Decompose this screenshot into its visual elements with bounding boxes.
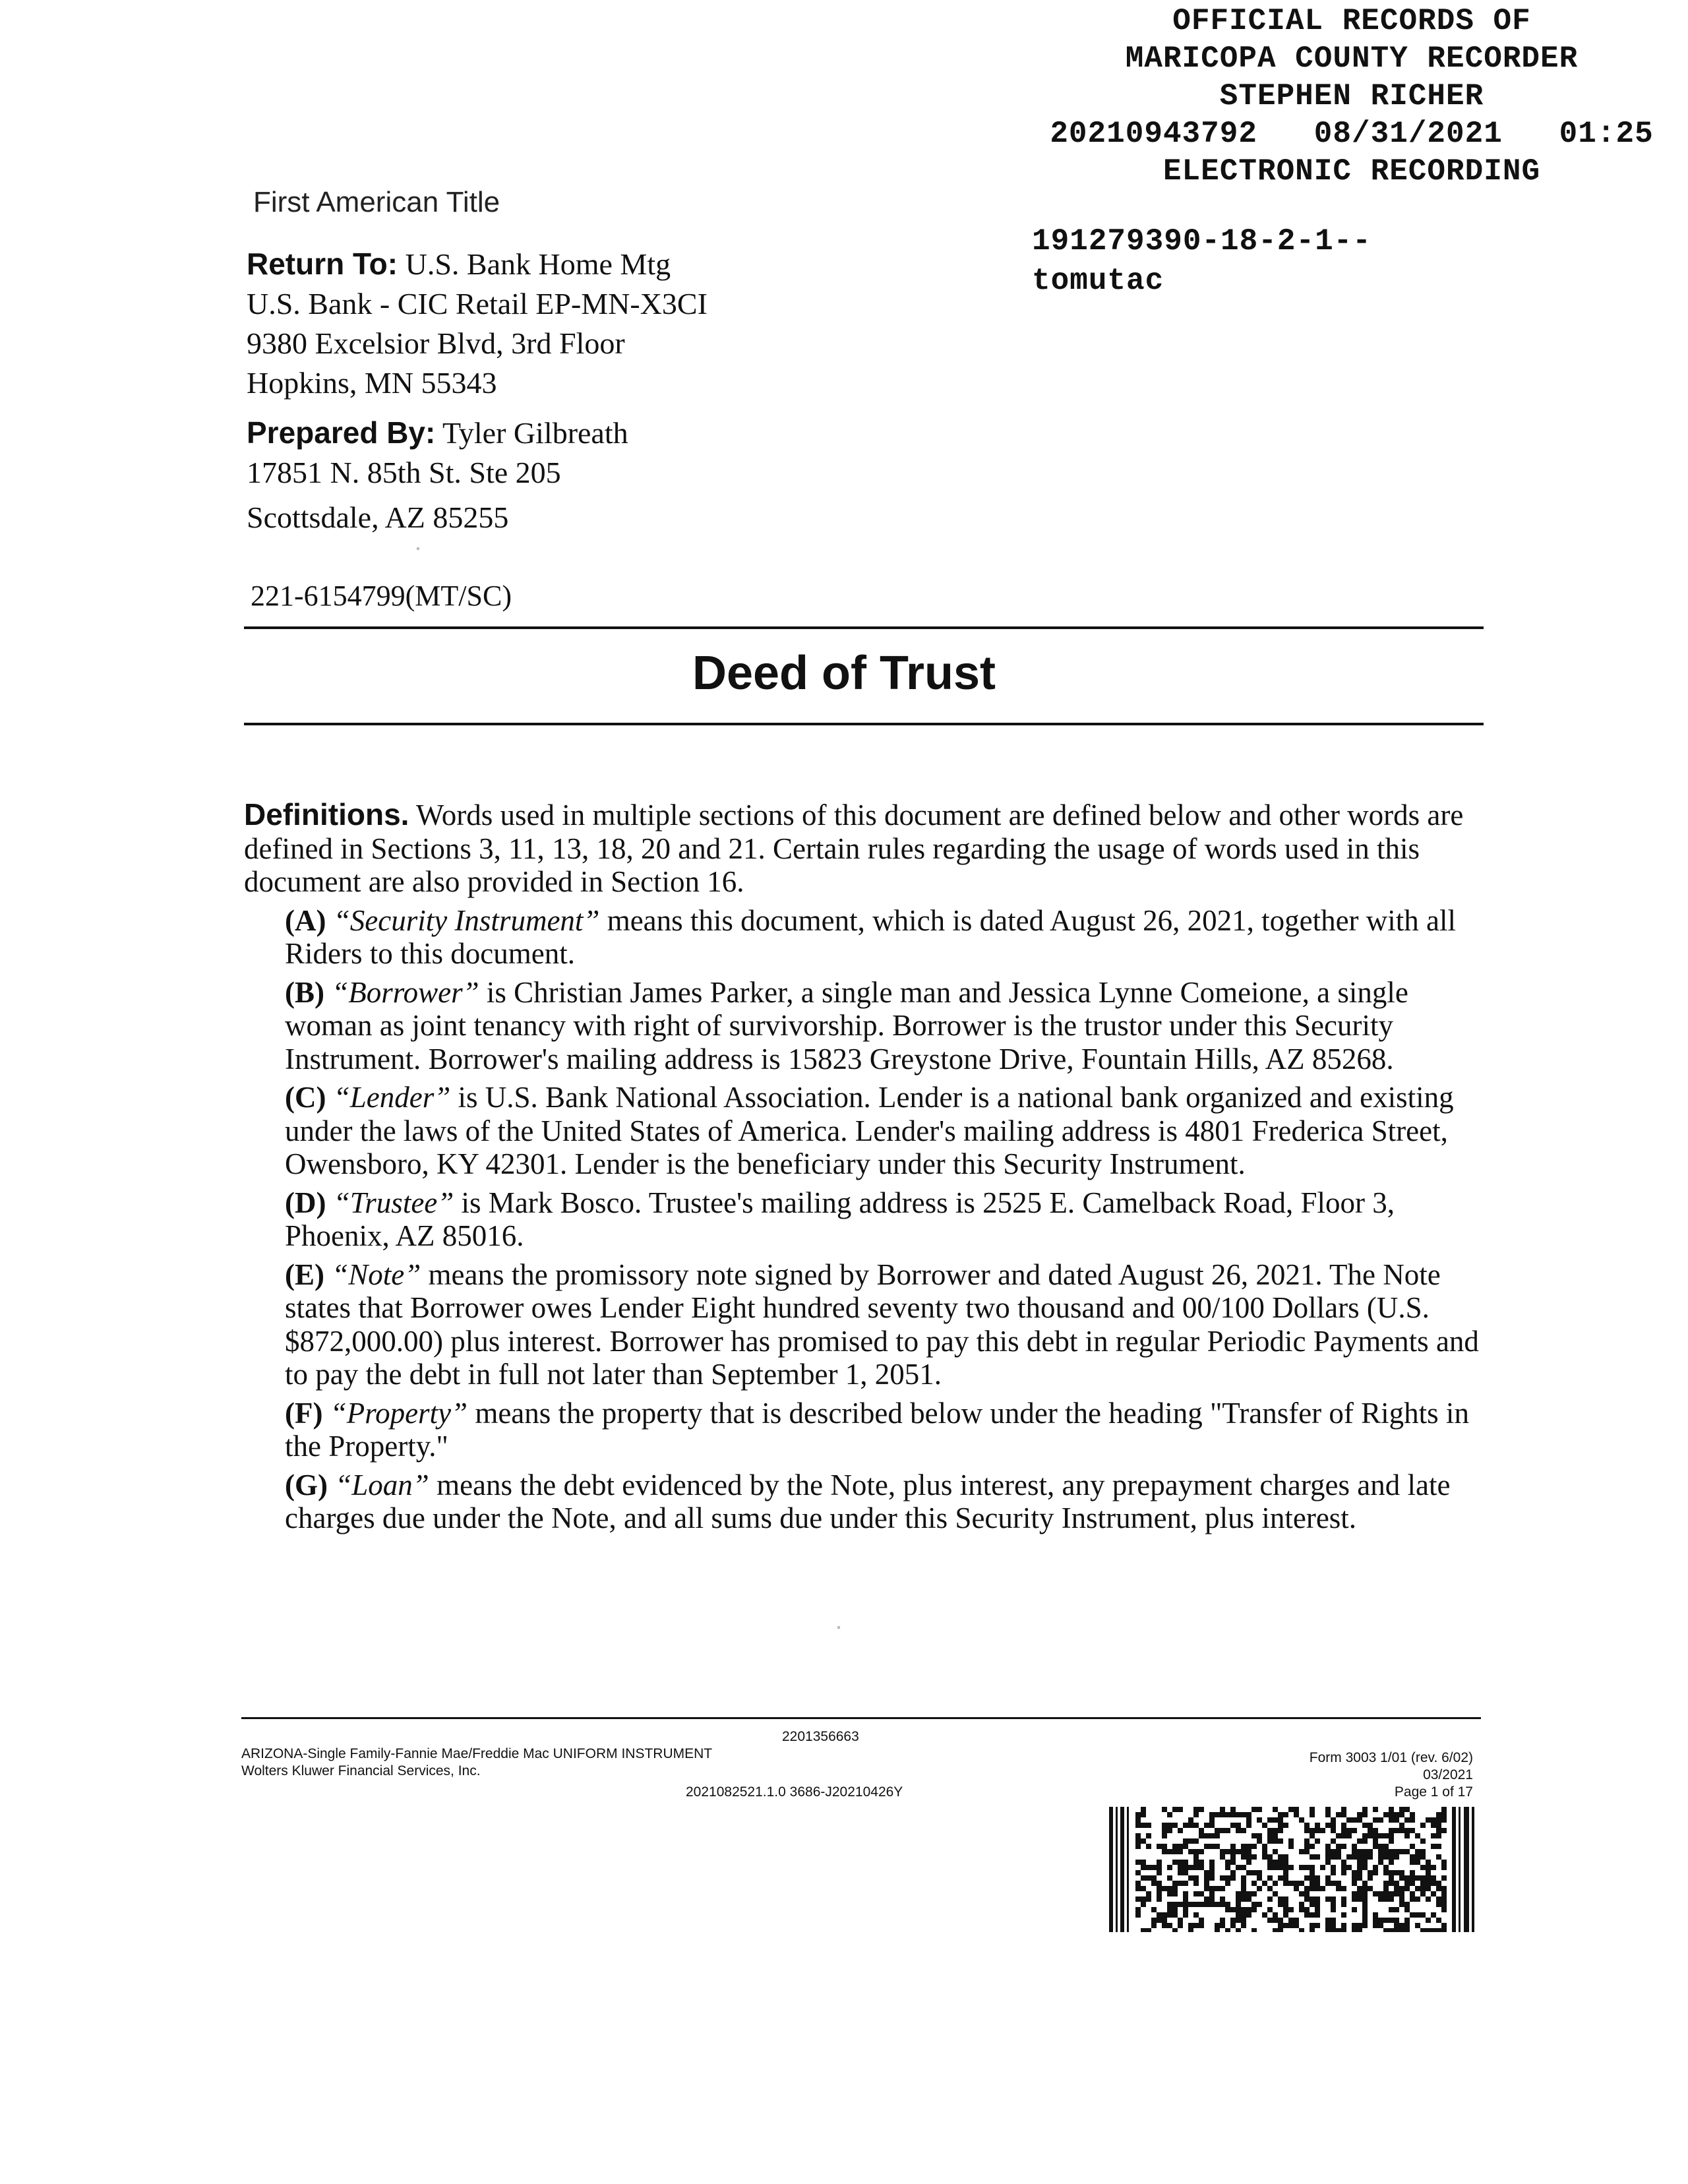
prepared-by-label: Prepared By:: [247, 415, 436, 450]
prepared-by-line: Tyler Gilbreath: [442, 416, 628, 450]
record-id: 191279390-18-2-1--: [1032, 224, 1372, 258]
definitions-label: Definitions.: [244, 797, 409, 832]
return-to-line: U.S. Bank - CIC Retail EP-MN-X3CI: [247, 287, 708, 320]
stamp-line: MARICOPA COUNTY RECORDER: [1125, 42, 1579, 76]
footer-version-code: 2021082521.1.0 3686-J20210426Y: [686, 1784, 903, 1800]
definition-term: “Borrower”: [332, 975, 479, 1009]
definition-text: is U.S. Bank National Association. Lender is a national bank organized and existing under the laws of the United States of America. Lender's mailing address is 4801 Frederica Street, Owensboro, KY 42301. Lender is the beneficiary under this Security Instrument.: [285, 1081, 1454, 1180]
definition-letter: (D): [285, 1186, 326, 1219]
prepared-by-block: [247, 413, 628, 537]
definition-item: [285, 1258, 1484, 1391]
definition-letter: (C): [285, 1081, 326, 1114]
definition-letter: (G): [285, 1468, 328, 1502]
divider: [244, 723, 1484, 725]
definition-item: [285, 1469, 1484, 1535]
title-company: First American Title: [253, 186, 500, 218]
definition-text: means the debt evidenced by the Note, plus interest, any prepayment charges and late charges due under the Note, and all sums due under this Security Instrument, plus interest.: [285, 1468, 1451, 1534]
file-number: 221-6154799(MT/SC): [251, 580, 512, 612]
return-to-line: U.S. Bank Home Mtg: [405, 247, 671, 281]
return-to-line: Hopkins, MN 55343: [247, 366, 497, 400]
prepared-by-line: 17851 N. 85th St. Ste 205: [247, 456, 561, 489]
return-to-block: [247, 244, 708, 403]
definition-term: “Trustee”: [333, 1186, 454, 1219]
stamp-line: ELECTRONIC RECORDING: [1162, 154, 1541, 189]
scan-speck: [417, 547, 419, 550]
stamp-line: 20210943792 08/31/2021 01:25: [1050, 117, 1654, 151]
barcode-icon: [1109, 1807, 1478, 1932]
definition-term: “Security Instrument”: [333, 903, 600, 937]
footer-doc-number: 2201356663: [782, 1729, 859, 1744]
definition-text: is Christian James Parker, a single man and Jessica Lynne Comeione, a single woman as joint tenancy with right of survivorship. Borrower is the trustor under this Security Instrument. Borrower's mailing address is 15823 Greystone Drive, Fountain Hills, AZ 85268.: [285, 975, 1408, 1076]
definition-letter: (B): [285, 975, 324, 1009]
definitions-intro-text: Words used in multiple sections of this document are defined below and other words are defined in Sections 3, 11, 13, 18, 20 and 21. Certain rules regarding the usage of words used in this document are also provided in Section 16.: [244, 799, 1464, 898]
definition-term: “Loan”: [335, 1468, 429, 1502]
definition-text: means the promissory note signed by Borrower and dated August 26, 2021. The Note states that Borrower owes Lender Eight hundred seventy two thousand and 00/100 Dollars (U.S. $872,000.00) plus interest. Borrower has promised to pay this debt in regular Periodic Payments and to pay the debt in full not later than September 1, 2051.: [285, 1258, 1479, 1391]
definition-item: [285, 1081, 1484, 1181]
footer-form-number: Form 3003 1/01 (rev. 6/02): [1309, 1750, 1473, 1765]
definition-item: [285, 976, 1484, 1076]
definition-text: is Mark Bosco. Trustee's mailing address is 2525 E. Camelback Road, Floor 3, Phoenix, AZ 85016.: [285, 1186, 1395, 1252]
stamp-line: STEPHEN RICHER: [1219, 79, 1484, 113]
definition-letter: (E): [285, 1258, 324, 1291]
prepared-by-line: Scottsdale, AZ 85255: [247, 501, 509, 534]
definition-term: “Lender”: [333, 1081, 451, 1114]
definition-item: [285, 904, 1484, 971]
scan-speck: [837, 1626, 840, 1629]
return-to-label: Return To:: [247, 247, 398, 281]
divider: [244, 626, 1484, 629]
definitions-section: [244, 798, 1484, 1535]
footer-publisher: Wolters Kluwer Financial Services, Inc.: [241, 1763, 481, 1778]
document-title: Deed of Trust: [692, 647, 996, 700]
record-id-block: [1032, 222, 1372, 301]
definition-item: [285, 1186, 1484, 1253]
recorder-stamp: [1029, 3, 1675, 191]
definition-item: [285, 1397, 1484, 1463]
definition-letter: (F): [285, 1396, 323, 1430]
footer-divider: [241, 1717, 1481, 1719]
footer-form-date: 03/2021: [1423, 1767, 1473, 1782]
record-user: tomutac: [1032, 264, 1164, 298]
stamp-line: OFFICIAL RECORDS OF: [1172, 4, 1531, 38]
definition-term: “Note”: [332, 1258, 421, 1291]
definition-letter: (A): [285, 903, 326, 937]
definition-text: means the property that is described below under the heading "Transfer of Rights in the Property.": [285, 1396, 1469, 1463]
return-to-line: 9380 Excelsior Blvd, 3rd Floor: [247, 326, 625, 360]
definition-text: means this document, which is dated August 26, 2021, together with all Riders to this document.: [285, 903, 1457, 970]
footer-form-name: ARIZONA-Single Family-Fannie Mae/Freddie Mac UNIFORM INSTRUMENT: [241, 1746, 713, 1761]
definition-term: “Property”: [330, 1396, 468, 1430]
definitions-intro: [244, 798, 1484, 899]
footer-page-number: Page 1 of 17: [1394, 1784, 1473, 1800]
